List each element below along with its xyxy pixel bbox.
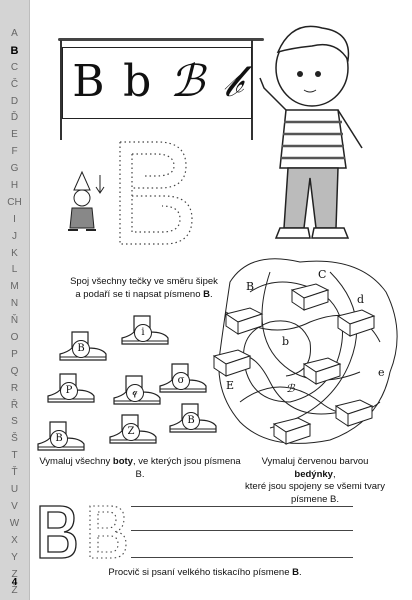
letter-banner xyxy=(62,47,252,119)
tracing-area xyxy=(60,130,220,255)
boy-illustration xyxy=(252,18,372,248)
boot[interactable] xyxy=(168,402,220,434)
scribble-letter: b xyxy=(282,335,290,348)
alphabet-letter: Ď xyxy=(10,112,19,124)
alphabet-letter: K xyxy=(11,247,18,259)
banner-print-lower: b xyxy=(123,56,152,107)
alphabet-letter: G xyxy=(10,163,19,175)
crate xyxy=(338,310,374,336)
gnome-illustration xyxy=(68,172,96,230)
crate xyxy=(292,284,328,310)
boot-letter: P xyxy=(60,382,78,400)
alphabet-letter: R xyxy=(10,382,19,394)
alphabet-letter: Š xyxy=(11,433,18,445)
alphabet-letter: P xyxy=(11,348,18,360)
crate xyxy=(304,358,340,384)
dotted-letter-b-practice xyxy=(90,506,126,558)
alphabet-letter: C xyxy=(10,61,19,73)
boot[interactable] xyxy=(36,420,88,452)
exercise1-instruction: Spoj všechny tečky ve směru šipek a podaří se ti napsat písmeno B. xyxy=(70,276,218,300)
crate xyxy=(274,418,310,444)
banner-print-upper: B xyxy=(72,56,105,107)
boot[interactable] xyxy=(112,374,164,406)
solid-letter-b xyxy=(40,506,76,558)
alphabet-letter: E xyxy=(11,129,18,141)
writing-line-bottom xyxy=(131,557,353,558)
boot[interactable] xyxy=(46,372,98,404)
alphabet-letter: F xyxy=(11,146,18,158)
scribble-letter: B xyxy=(246,280,255,293)
banner-rod xyxy=(58,38,264,41)
alphabet-letter: V xyxy=(11,500,18,512)
maze-scribble xyxy=(210,252,406,452)
banner-script-upper: ℬ xyxy=(169,56,205,107)
alphabet-letter: U xyxy=(10,484,19,496)
boot[interactable] xyxy=(108,413,160,445)
alphabet-letter: M xyxy=(10,281,19,293)
writing-sample-letters xyxy=(34,502,134,562)
boot-letter: i xyxy=(134,324,152,342)
boot[interactable] xyxy=(58,330,110,362)
alphabet-letter: Q xyxy=(10,365,19,377)
alphabet-letter: Ť xyxy=(11,467,18,479)
boot-letter: B xyxy=(182,412,200,430)
crate xyxy=(226,308,262,334)
alphabet-letter: O xyxy=(10,332,19,344)
alphabet-letter: B xyxy=(10,44,19,57)
alphabet-letter: Y xyxy=(11,551,18,563)
scribble-letter: d xyxy=(357,293,365,306)
alphabet-sidebar xyxy=(0,0,30,600)
alphabet-letter: X xyxy=(11,534,18,546)
boot-letter: B xyxy=(72,340,90,358)
alphabet-letter: S xyxy=(11,416,18,428)
alphabet-letter: N xyxy=(10,298,19,310)
scribble-letter: ℬ xyxy=(286,382,295,395)
alphabet-letter: Ň xyxy=(10,315,19,327)
crate xyxy=(336,400,372,426)
alphabet-letter: Č xyxy=(10,78,19,90)
writing-line-mid xyxy=(131,530,353,531)
dotted-letter-b xyxy=(120,142,192,244)
boot-letter: σ xyxy=(172,372,190,390)
boot-letter: B xyxy=(50,430,68,448)
exercise4-instruction: Procvič si psaní velkého tiskacího písmene B. xyxy=(108,567,302,578)
alphabet-letter: L xyxy=(11,264,18,276)
alphabet-letter: J xyxy=(12,230,17,242)
writing-line-top xyxy=(131,506,353,507)
alphabet-letter: H xyxy=(10,180,19,192)
banner-script-lower: 𝒷 xyxy=(222,56,242,107)
page-number: 4 xyxy=(11,577,18,588)
alphabet-letter: D xyxy=(10,95,19,107)
alphabet-letter: I xyxy=(13,213,16,225)
scribble-letter: e xyxy=(378,366,385,379)
alphabet-letter: A xyxy=(11,28,18,39)
boot-letter: 𝓆 xyxy=(126,384,144,402)
exercise3-instruction: Vymaluj červenou barvou bedýnky, které jsou spojeny se všemi tvary písmene B. xyxy=(245,456,385,505)
scribble-letter: E xyxy=(226,379,235,392)
alphabet-letter: Ž xyxy=(11,585,18,597)
alphabet-list xyxy=(0,26,29,600)
exercise2-instruction: Vymaluj všechny boty, ve kterých jsou písmena B. xyxy=(39,456,241,480)
boot[interactable] xyxy=(120,314,172,346)
alphabet-letter: Z xyxy=(11,568,18,580)
alphabet-letter: CH xyxy=(7,196,22,208)
alphabet-letter: T xyxy=(11,450,18,462)
boot-letter: Z xyxy=(122,423,140,441)
alphabet-letter: Ř xyxy=(10,399,19,411)
alphabet-letter: W xyxy=(9,517,20,529)
boot[interactable] xyxy=(158,362,210,394)
scribble-letter: C xyxy=(318,268,327,281)
